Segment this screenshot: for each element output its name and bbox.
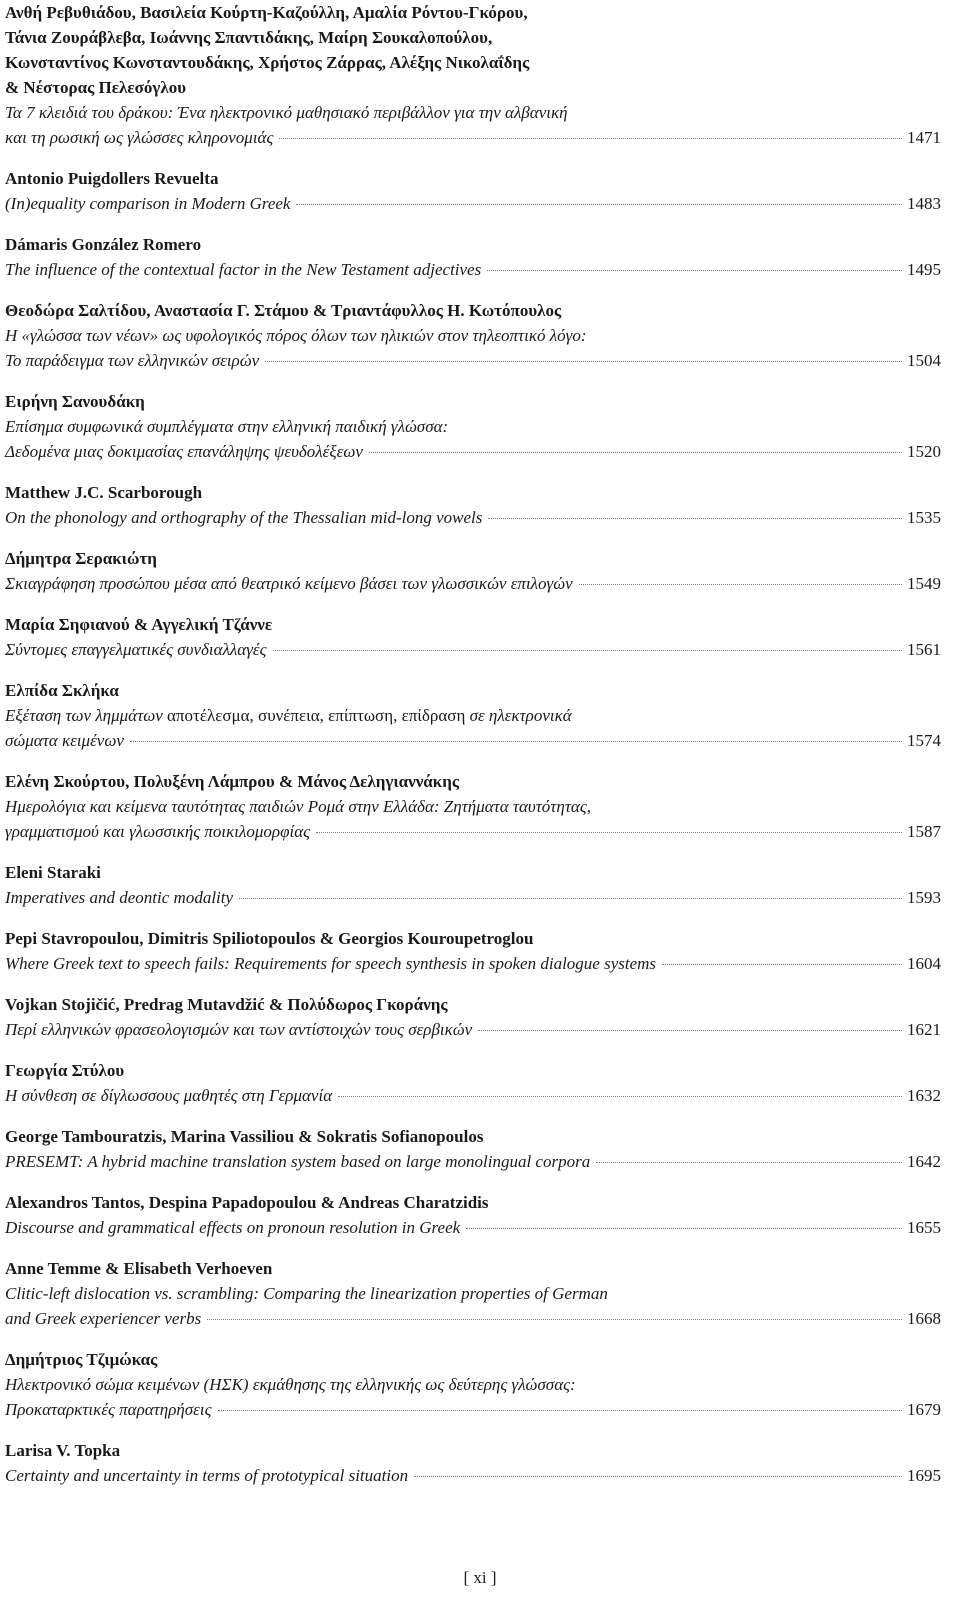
toc-entry-title-text: Where Greek text to speech fails: Requirements for speech synthesis in spoken dialogue systems: [5, 954, 657, 973]
toc-entry-title: [5, 1017, 941, 1042]
toc-entry-authors: Γεωργία Στύλου: [5, 1061, 125, 1080]
toc-entry: [5, 1347, 941, 1422]
toc-entry-page-number: 1574: [907, 731, 941, 750]
toc-entry-authors: Anne Temme & Elisabeth Verhoeven: [5, 1259, 273, 1278]
toc-entry-title: [5, 1463, 941, 1488]
toc-entry: [5, 1438, 941, 1488]
toc-entry-page-number: 1587: [907, 822, 941, 841]
toc-entry-authors: & Νέστορας Πελεσόγλου: [5, 78, 187, 97]
toc-entry-authors: George Tambouratzis, Marina Vassiliou & Sokratis Sofianopoulos: [5, 1127, 484, 1146]
toc-entry-title: [5, 703, 941, 728]
toc-entry-title-text: Προκαταρκτικές παρατηρήσεις: [5, 1400, 212, 1419]
toc-entry: [5, 389, 941, 464]
toc-entry-title: [5, 1281, 941, 1306]
toc-entry-title: [5, 257, 941, 282]
toc-entry: [5, 860, 941, 910]
toc-entry-authors: Δήμητρα Σερακιώτη: [5, 549, 157, 568]
toc-entry: [5, 1256, 941, 1331]
toc-entry-title-text: Discourse and grammatical effects on pronoun resolution in Greek: [5, 1218, 461, 1237]
toc-entry: [5, 992, 941, 1042]
toc-entry-title: [5, 505, 941, 530]
toc-entry-page-number: 1535: [907, 508, 941, 527]
toc-entry-page-number: 1621: [907, 1020, 941, 1039]
toc-entry-page-number: 1632: [907, 1086, 941, 1105]
toc-entry-authors: Matthew J.C. Scarborough: [5, 483, 203, 502]
toc-entry-page-number: 1695: [907, 1466, 941, 1485]
toc-entry-title: [5, 885, 941, 910]
toc-entry-title-text: Η σύνθεση σε δίγλωσσους μαθητές στη Γερμανία: [5, 1086, 333, 1105]
toc-entry-title-text: Δεδομένα μιας δοκιμασίας επανάληψης ψευδολέξεων: [5, 442, 363, 461]
toc-entry-title: [5, 439, 941, 464]
toc-entry-title: [5, 1372, 941, 1397]
table-of-contents: [5, 0, 941, 1504]
dot-leader: [579, 584, 902, 585]
toc-entry-page-number: 1679: [907, 1400, 941, 1419]
toc-entry-title-text: Εξέταση των λημμάτων αποτέλεσμα, συνέπεια, επίπτωση, επίδραση σε ηλεκτρονικά: [5, 706, 572, 725]
toc-entry-authors: Eleni Staraki: [5, 863, 101, 882]
dot-leader: [488, 518, 902, 519]
toc-entry: [5, 678, 941, 753]
toc-entry-page-number: 1561: [907, 640, 941, 659]
toc-entry-page-number: 1471: [907, 128, 941, 147]
toc-entry-page-number: 1495: [907, 260, 941, 279]
dot-leader: [338, 1096, 902, 1097]
toc-entry: [5, 480, 941, 530]
toc-entry-title-text: Ηλεκτρονικό σώμα κειμένων (ΗΣΚ) εκμάθησης της ελληνικής ως δεύτερης γλώσσας:: [5, 1375, 576, 1394]
toc-entry-authors: Pepi Stavropoulou, Dimitris Spiliotopoulos & Georgios Kouroupetroglou: [5, 929, 534, 948]
toc-entry-title-text: σώματα κειμένων: [5, 731, 124, 750]
toc-entry-title-text: Η «γλώσσα των νέων» ως υφολογικός πόρος όλων των ηλικιών στον τηλεοπτικό λόγο:: [5, 326, 587, 345]
toc-entry-title: [5, 1215, 941, 1240]
toc-entry-title-text: Επίσημα συμφωνικά συμπλέγματα στην ελληνική παιδική γλώσσα:: [5, 417, 449, 436]
toc-entry-title: [5, 1149, 941, 1174]
toc-entry-title-text: Imperatives and deontic modality: [5, 888, 234, 907]
toc-entry-title: [5, 819, 941, 844]
toc-entry: [5, 612, 941, 662]
toc-entry: [5, 1058, 941, 1108]
toc-entry-title: [5, 1397, 941, 1422]
dot-leader: [487, 270, 902, 271]
toc-entry-title-text: and Greek experiencer verbs: [5, 1309, 202, 1328]
toc-entry: [5, 926, 941, 976]
toc-entry-title-text: On the phonology and orthography of the Thessalian mid-long vowels: [5, 508, 483, 527]
toc-entry-title-text: Ημερολόγια και κείμενα ταυτότητας παιδιών Ρομά στην Ελλάδα: Ζητήματα ταυτότητας,: [5, 797, 591, 816]
toc-entry-title: [5, 794, 941, 819]
toc-entry-title-text: (In)equality comparison in Modern Greek: [5, 194, 291, 213]
dot-leader: [369, 452, 902, 453]
toc-entry-title-text: Περί ελληνικών φρασεολογισμών και των αντίστοιχών τους σερβικών: [5, 1020, 473, 1039]
toc-entry: [5, 166, 941, 216]
toc-entry-title: [5, 1306, 941, 1331]
toc-entry: [5, 232, 941, 282]
toc-entry-title-text: Certainty and uncertainty in terms of prototypical situation: [5, 1466, 409, 1485]
toc-entry-title-text: PRESEMT: A hybrid machine translation system based on large monolingual corpora: [5, 1152, 591, 1171]
toc-entry-title-text: Το παράδειγμα των ελληνικών σειρών: [5, 351, 260, 370]
toc-entry-title: [5, 100, 941, 125]
dot-leader: [596, 1162, 902, 1163]
toc-entry-title: [5, 323, 941, 348]
toc-entry-authors: Ελπίδα Σκλήκα: [5, 681, 119, 700]
page-number: [ xi ]: [463, 1568, 497, 1587]
toc-entry-authors: Antonio Puigdollers Revuelta: [5, 169, 219, 188]
toc-entry-page-number: 1655: [907, 1218, 941, 1237]
toc-entry-title-text: Τα 7 κλειδιά του δράκου: Ένα ηλεκτρονικό μαθησιακό περιβάλλον για την αλβανική: [5, 103, 568, 122]
toc-entry-authors: Ειρήνη Σανουδάκη: [5, 392, 145, 411]
toc-entry: [5, 1124, 941, 1174]
toc-entry: [5, 769, 941, 844]
dot-leader: [478, 1030, 902, 1031]
toc-entry-title-text: Σύντομες επαγγελματικές συνδιαλλαγές: [5, 640, 267, 659]
toc-entry-page-number: 1549: [907, 574, 941, 593]
dot-leader: [662, 964, 902, 965]
toc-entry-title: [5, 951, 941, 976]
dot-leader: [265, 361, 902, 362]
toc-entry-page-number: 1520: [907, 442, 941, 461]
toc-entry-authors: Θεοδώρα Σαλτίδου, Αναστασία Γ. Στάμου & Τριαντάφυλλος Η. Κωτόπουλος: [5, 301, 562, 320]
toc-entry-authors: Μαρία Σηφιανού & Αγγελική Τζάννε: [5, 615, 273, 634]
toc-entry-title-text: και τη ρωσική ως γλώσσες κληρονομιάς: [5, 128, 274, 147]
toc-entry-authors: Dámaris González Romero: [5, 235, 202, 254]
dot-leader: [296, 204, 902, 205]
dot-leader: [239, 898, 902, 899]
toc-entry-authors: Larisa V. Topka: [5, 1441, 121, 1460]
toc-entry-title-text: The influence of the contextual factor in the New Testament adjectives: [5, 260, 482, 279]
toc-entry-authors: Κωνσταντίνος Κωνσταντουδάκης, Χρήστος Ζάρρας, Αλέξης Νικολαΐδης: [5, 53, 530, 72]
toc-entry-title-text: Σκιαγράφηση προσώπου μέσα από θεατρικό κείμενο βάσει των γλωσσικών επιλογών: [5, 574, 573, 593]
toc-entry-page-number: 1604: [907, 954, 941, 973]
toc-entry-title: [5, 637, 941, 662]
dot-leader: [316, 832, 902, 833]
upright-terms: αποτέλεσμα, συνέπεια, επίπτωση, επίδραση: [167, 706, 466, 725]
toc-entry-authors: Vojkan Stojičić, Predrag Mutavdžić & Πολύδωρος Γκοράνης: [5, 995, 448, 1014]
toc-entry-title: [5, 348, 941, 373]
toc-entry-page-number: 1483: [907, 194, 941, 213]
toc-entry-title-text: γραμματισμού και γλωσσικής ποικιλομορφίας: [5, 822, 311, 841]
toc-entry: [5, 0, 941, 150]
toc-entry-authors: Δημήτριος Τζιμώκας: [5, 1350, 158, 1369]
toc-entry-title: [5, 414, 941, 439]
toc-entry-page-number: 1593: [907, 888, 941, 907]
dot-leader: [279, 138, 902, 139]
dot-leader: [466, 1228, 902, 1229]
page-number-footer: [0, 1566, 960, 1590]
toc-entry-title: [5, 728, 941, 753]
dot-leader: [207, 1319, 902, 1320]
toc-entry-title: [5, 571, 941, 596]
toc-entry: [5, 1190, 941, 1240]
toc-entry-authors: Ανθή Ρεβυθιάδου, Βασιλεία Κούρτη-Καζούλλη, Αμαλία Ρόντου-Γκόρου,: [5, 3, 528, 22]
toc-entry-page-number: 1642: [907, 1152, 941, 1171]
toc-entry-authors: Τάνια Ζουράβλεβα, Ιωάννης Σπαντιδάκης, Μαίρη Σουκαλοπούλου,: [5, 28, 493, 47]
dot-leader: [273, 650, 902, 651]
dot-leader: [130, 741, 902, 742]
toc-entry-title: [5, 191, 941, 216]
toc-entry-authors: Alexandros Tantos, Despina Papadopoulou & Andreas Charatzidis: [5, 1193, 489, 1212]
toc-entry-authors: Ελένη Σκούρτου, Πολυξένη Λάμπρου & Μάνος Δεληγιαννάκης: [5, 772, 460, 791]
toc-entry-page-number: 1668: [907, 1309, 941, 1328]
toc-entry-title: [5, 1083, 941, 1108]
toc-entry-title: [5, 125, 941, 150]
dot-leader: [218, 1410, 903, 1411]
toc-entry: [5, 546, 941, 596]
dot-leader: [414, 1476, 902, 1477]
toc-entry-title-text: Clitic-left dislocation vs. scrambling: Comparing the linearization properties of German: [5, 1284, 608, 1303]
toc-entry: [5, 298, 941, 373]
toc-entry-page-number: 1504: [907, 351, 941, 370]
